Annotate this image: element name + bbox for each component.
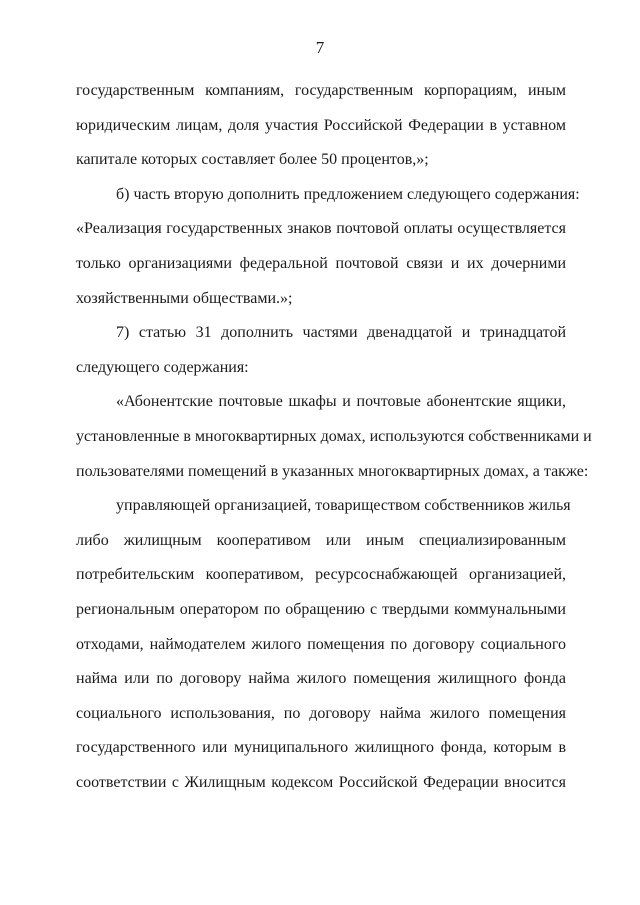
text-line: найма или по договору найма жилого помещения жилищного фонда [76, 670, 566, 688]
text-line: отходами, наймодателем жилого помещения по договору социального [76, 635, 566, 653]
text-line: следующего содержания: [76, 358, 249, 376]
text-line: только организациями федеральной почтовой связи и их дочерними [76, 254, 566, 272]
text-line: социального использования, по договору найма жилого помещения [76, 704, 566, 722]
text-line: либо жилищным кооперативом или иным специализированным [76, 531, 566, 549]
text-line: хозяйственными обществами.»; [76, 289, 293, 307]
text-line: государственного или муниципального жилищного фонда, которым в [76, 739, 566, 757]
document-body [76, 74, 592, 800]
text-line: б) часть вторую дополнить предложением следующего содержания: [116, 185, 580, 203]
text-line: государственным компаниям, государственным корпорациям, иным [76, 82, 566, 99]
text-line: установленные в многоквартирных домах, используются собственниками и [76, 427, 592, 445]
text-line: 7) статью 31 дополнить частями двенадцатой и тринадцатой [116, 324, 566, 342]
text-line: региональным оператором по обращению с твердыми коммунальными [76, 600, 566, 618]
text-line: потребительским кооперативом, ресурсоснабжающей организацией, [76, 566, 566, 584]
text-line: «Реализация государственных знаков почтовой оплаты осуществляется [76, 220, 566, 238]
text-line: юридическим лицам, доля участия Российской Федерации в уставном [76, 116, 566, 134]
page-number: 7 [315, 38, 325, 57]
text-line: пользователями помещений в указанных многоквартирных домах, а также: [76, 462, 589, 480]
text-line: управляющей организацией, товариществом собственников жилья [116, 497, 571, 515]
text-line: «Абонентские почтовые шкафы и почтовые абонентские ящики, [116, 393, 566, 411]
text-line: капитале которых составляет более 50 процентов,»; [76, 151, 429, 169]
text-line: соответствии с Жилищным кодексом Российской Федерации вносится [76, 773, 566, 791]
